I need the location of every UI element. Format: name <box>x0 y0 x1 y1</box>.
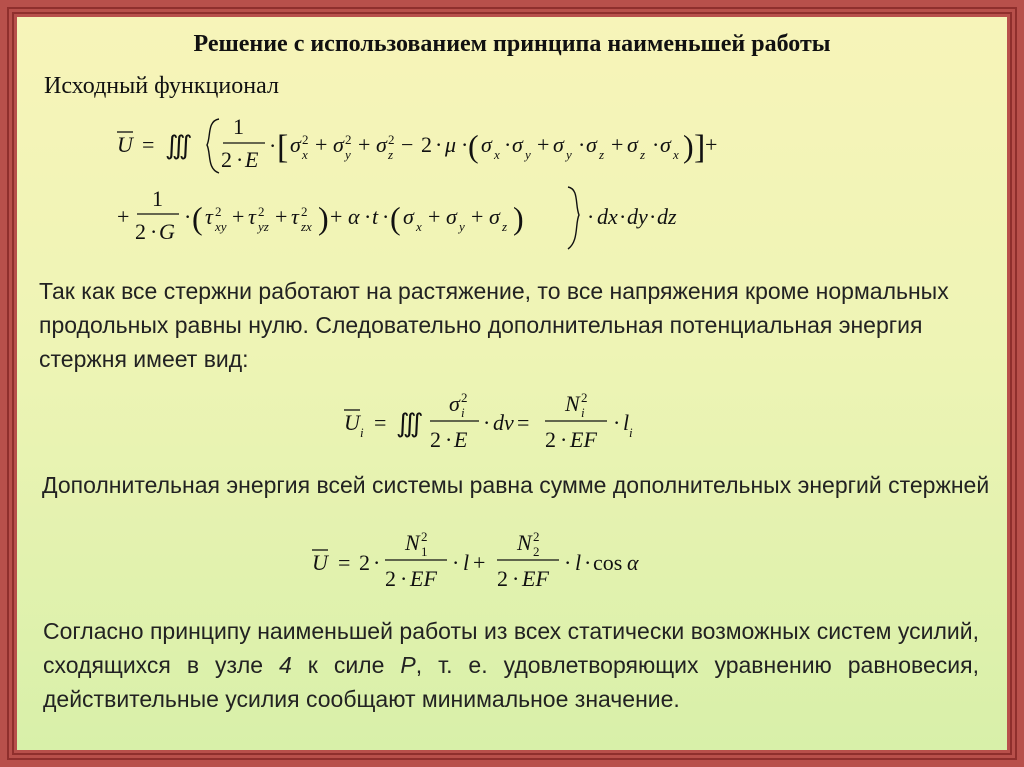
svg-text:·: · <box>445 427 453 452</box>
svg-text:·: · <box>504 132 512 157</box>
svg-text:·: · <box>382 204 390 229</box>
svg-text:+: + <box>232 204 245 229</box>
svg-text:2: 2 <box>135 219 146 244</box>
svg-text:dv: dv <box>493 410 514 435</box>
svg-text:N: N <box>517 530 532 555</box>
svg-text:=: = <box>374 410 387 435</box>
svg-text:2: 2 <box>385 566 396 591</box>
paragraph-3-part-b: к силе <box>291 652 401 678</box>
paragraph-least-work <box>43 614 979 716</box>
svg-text:x: x <box>416 219 422 234</box>
section-heading: Исходный функционал <box>44 73 279 99</box>
svg-text:·: · <box>236 147 244 172</box>
svg-text:(: ( <box>390 200 401 236</box>
svg-text:yz: yz <box>258 219 269 234</box>
svg-text:EF: EF <box>410 566 437 591</box>
svg-text:2: 2 <box>545 427 556 452</box>
svg-text:σ: σ <box>403 204 414 229</box>
svg-text:σ: σ <box>512 132 523 157</box>
svg-text:2: 2 <box>461 390 468 405</box>
svg-text:2: 2 <box>533 529 540 544</box>
slide-content <box>17 17 1007 750</box>
svg-text:x: x <box>673 147 679 162</box>
svg-text:·: · <box>587 204 595 229</box>
svg-text:+: + <box>358 132 371 157</box>
svg-text:σ: σ <box>449 391 460 416</box>
paragraph-system-energy: Дополнительная энергия всей системы равна сумме дополнительных энергий стержней <box>42 472 990 498</box>
svg-text:z: z <box>388 147 394 162</box>
svg-text:+: + <box>611 132 624 157</box>
force-symbol: P <box>400 652 416 678</box>
svg-text:1: 1 <box>421 544 428 559</box>
svg-text:cos: cos <box>593 550 623 575</box>
svg-text:): ) <box>683 128 694 164</box>
svg-text:∭: ∭ <box>165 131 193 160</box>
svg-text:·: · <box>452 550 460 575</box>
svg-text:σ: σ <box>376 132 387 157</box>
svg-text:2: 2 <box>388 132 395 147</box>
svg-text:∭: ∭ <box>396 409 424 438</box>
svg-text:i: i <box>629 425 633 440</box>
svg-text:+: + <box>428 204 441 229</box>
svg-text:y: y <box>525 147 531 162</box>
svg-text:U: U <box>344 410 360 435</box>
svg-text:G: G <box>159 219 175 244</box>
svg-text:+: + <box>473 550 486 575</box>
svg-text:z: z <box>640 147 646 162</box>
svg-text:σ: σ <box>489 204 500 229</box>
svg-text:): ) <box>513 200 524 236</box>
svg-text:·: · <box>560 427 568 452</box>
svg-text:i: i <box>581 405 585 420</box>
svg-text:2: 2 <box>302 132 309 147</box>
svg-text:2: 2 <box>421 132 432 157</box>
svg-text:dz: dz <box>657 204 677 229</box>
svg-text:(: ( <box>468 128 479 164</box>
svg-text:σ: σ <box>333 132 344 157</box>
svg-text:2: 2 <box>345 132 352 147</box>
svg-text:2: 2 <box>421 529 428 544</box>
svg-text:2: 2 <box>301 204 308 219</box>
svg-text:=: = <box>142 132 155 157</box>
svg-text:U: U <box>117 132 133 157</box>
svg-text:τ: τ <box>205 204 213 229</box>
svg-text:σ: σ <box>290 132 301 157</box>
svg-text:σ: σ <box>586 132 597 157</box>
svg-text:): ) <box>318 200 329 236</box>
svg-text:2: 2 <box>258 204 265 219</box>
svg-text:2: 2 <box>581 390 588 405</box>
svg-text:·: · <box>613 410 621 435</box>
svg-text:2: 2 <box>497 566 508 591</box>
svg-text:+: + <box>275 204 288 229</box>
svg-text:x: x <box>302 147 308 162</box>
svg-text:EF: EF <box>570 427 597 452</box>
svg-text:z: z <box>502 219 508 234</box>
svg-text:x: x <box>494 147 500 162</box>
svg-text:i: i <box>461 405 465 420</box>
svg-text:·: · <box>512 566 520 591</box>
svg-text:τ: τ <box>291 204 299 229</box>
svg-text:·: · <box>435 132 443 157</box>
svg-text:(: ( <box>192 200 203 236</box>
svg-text:+: + <box>315 132 328 157</box>
svg-text:·: · <box>373 550 381 575</box>
svg-text:[: [ <box>277 129 289 166</box>
paragraph-3-part-a: Согласно принципу наименьшей работы из всех статически возможных систем усилий, сходящихся в узле <box>43 618 979 678</box>
svg-text:σ: σ <box>481 132 492 157</box>
svg-text:·: · <box>184 204 192 229</box>
svg-text:N: N <box>565 391 580 416</box>
svg-text:·: · <box>483 410 491 435</box>
svg-text:σ: σ <box>660 132 671 157</box>
svg-text:y: y <box>459 219 465 234</box>
svg-text:+: + <box>330 204 343 229</box>
svg-text:dx: dx <box>597 204 618 229</box>
svg-text:·: · <box>652 132 660 157</box>
svg-text:+: + <box>705 132 718 157</box>
svg-text:]: ] <box>694 129 706 166</box>
svg-text:=: = <box>338 550 351 575</box>
paragraph-3-part-c: , т. е. удовлетворяющих уравнению равновесия, действительные усилия сообщают минимальное значение. <box>43 652 979 712</box>
svg-text:l: l <box>463 550 470 575</box>
svg-text:zx: zx <box>301 219 312 234</box>
svg-text:N: N <box>405 530 420 555</box>
svg-text:·: · <box>269 133 277 158</box>
svg-text:1: 1 <box>233 114 244 139</box>
svg-text:+: + <box>471 204 484 229</box>
slide-title: Решение с использованием принципа наименьшей работы <box>193 31 831 57</box>
paragraph-tension: Так как все стержни работают на растяжение, то все напряжения кроме нормальных продольных равны нулю. Следовательно дополнительная потенциальная энергия стержня имеет вид: <box>39 278 949 372</box>
svg-text:·: · <box>649 204 657 229</box>
svg-text:·: · <box>461 132 469 157</box>
svg-text:xy: xy <box>215 219 227 234</box>
svg-text:=: = <box>517 410 530 435</box>
svg-text:α: α <box>627 550 639 575</box>
svg-text:−: − <box>401 132 414 157</box>
svg-text:l: l <box>623 410 630 435</box>
svg-text:y: y <box>566 147 572 162</box>
svg-text:E: E <box>245 147 259 172</box>
svg-text:·: · <box>150 219 158 244</box>
svg-text:·: · <box>578 132 586 157</box>
svg-text:z: z <box>599 147 605 162</box>
svg-text:σ: σ <box>627 132 638 157</box>
svg-text:EF: EF <box>522 566 549 591</box>
svg-text:2: 2 <box>215 204 222 219</box>
svg-text:·: · <box>584 550 592 575</box>
svg-text:U: U <box>312 550 328 575</box>
svg-text:+: + <box>117 204 130 229</box>
svg-text:t: t <box>372 204 379 229</box>
svg-text:y: y <box>345 147 351 162</box>
svg-text:2: 2 <box>430 427 441 452</box>
svg-text:σ: σ <box>446 204 457 229</box>
svg-text:l: l <box>575 550 582 575</box>
svg-text:dy: dy <box>627 204 648 229</box>
svg-text:i: i <box>360 425 364 440</box>
svg-text:+: + <box>537 132 550 157</box>
svg-text:·: · <box>619 204 627 229</box>
svg-text:σ: σ <box>553 132 564 157</box>
svg-text:2: 2 <box>221 147 232 172</box>
svg-text:τ: τ <box>248 204 256 229</box>
svg-text:2: 2 <box>359 550 370 575</box>
svg-text:·: · <box>364 204 372 229</box>
svg-text:·: · <box>564 550 572 575</box>
svg-text:α: α <box>348 204 360 229</box>
node-number: 4 <box>279 652 292 678</box>
svg-text:2: 2 <box>533 544 540 559</box>
svg-text:E: E <box>454 427 468 452</box>
svg-text:μ: μ <box>445 132 457 157</box>
svg-text:1: 1 <box>152 186 163 211</box>
svg-text:·: · <box>400 566 408 591</box>
